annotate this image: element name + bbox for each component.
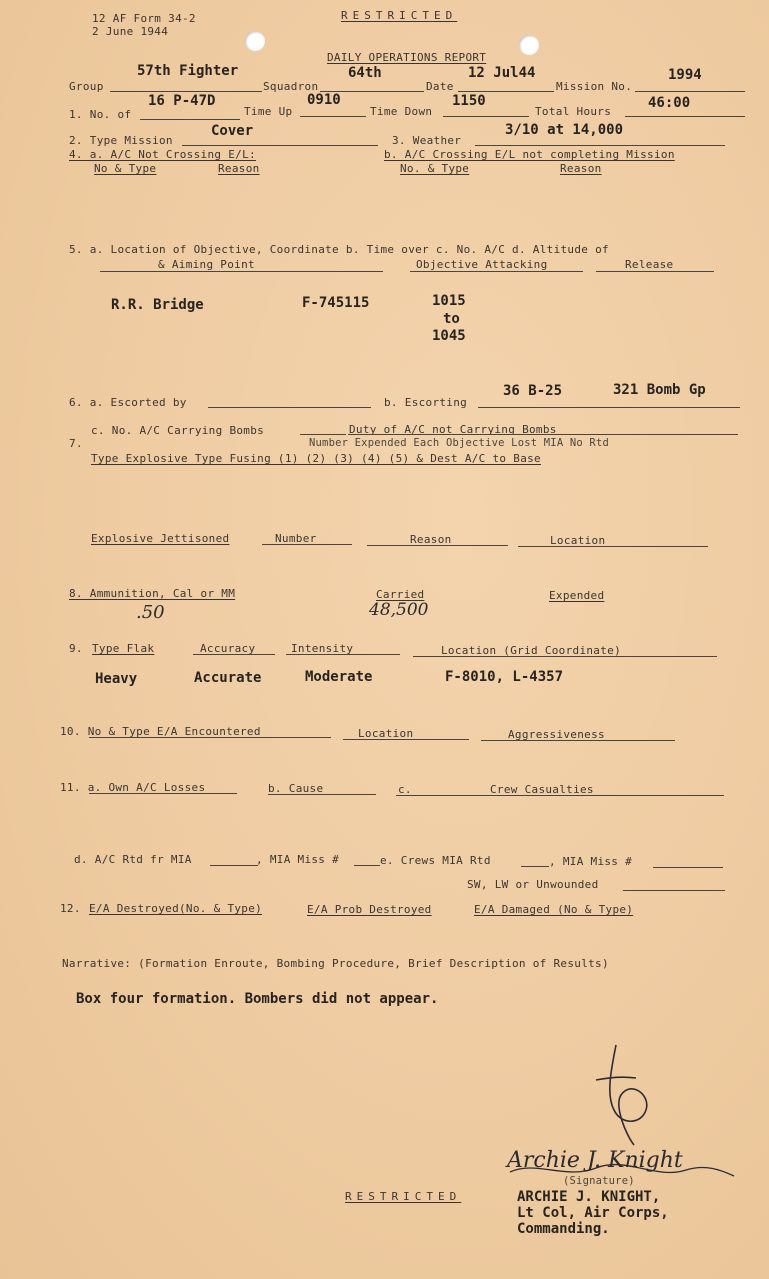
classification-bottom: RESTRICTED <box>345 1190 462 1203</box>
value-date: 12 Jul44 <box>468 65 536 81</box>
value-flak-intensity: Moderate <box>305 669 373 685</box>
label-carrying-bombs: c. No. A/C Carrying Bombs <box>91 424 265 437</box>
value-aircraft: 16 P-47D <box>148 93 216 109</box>
label-4b-no-type: No. & Type <box>400 162 470 175</box>
signature-handwritten: Archie J. Knight <box>507 1148 683 1173</box>
label-carried: Carried <box>376 588 425 601</box>
label-4a-reason: Reason <box>218 162 260 175</box>
label-jettisoned-reason: Reason <box>410 533 452 546</box>
label-accuracy: Accuracy <box>200 642 256 655</box>
label-mia-miss: , MIA Miss # <box>256 853 340 866</box>
label-jettisoned-location: Location <box>550 534 606 547</box>
signer-role: Commanding. <box>517 1221 610 1237</box>
label-signature: (Signature) <box>563 1175 635 1187</box>
label-7-number: 7. <box>69 437 83 450</box>
label-ammunition: 8. Ammunition, Cal or MM <box>69 587 236 600</box>
label-narrative: Narrative: (Formation Enroute, Bombing Procedure, Brief Description of Results) <box>62 957 609 970</box>
label-location-grid: Location (Grid Coordinate) <box>441 644 621 657</box>
label-ea-encountered: 10. No & Type E/A Encountered <box>60 725 261 738</box>
label-total-hours: Total Hours <box>535 105 612 118</box>
label-4b: b. A/C Crossing E/L not completing Mission <box>384 148 675 161</box>
label-7-header: Number Expended Each Objective Lost MIA No Rtd <box>309 437 609 449</box>
value-squadron: 64th <box>348 65 382 81</box>
label-weather: 3. Weather <box>392 134 462 147</box>
value-time-over-start: 1015 <box>432 293 466 309</box>
value-weather: 3/10 at 14,000 <box>505 122 624 138</box>
value-total-hours: 46:00 <box>648 95 691 111</box>
form-number: 12 AF Form 34-2 <box>92 12 196 25</box>
label-4a-no-type: No & Type <box>94 162 157 175</box>
value-escorting-group: 321 Bomb Gp <box>613 382 706 398</box>
value-time-over-to: to <box>443 311 460 327</box>
label-escorted-by: 6. a. Escorted by <box>69 396 187 409</box>
value-group: 57th Fighter <box>137 63 239 79</box>
label-mission-no: Mission No. <box>556 80 633 93</box>
label-4a: 4. a. A/C Not Crossing E/L: <box>69 148 256 161</box>
label-5-release: Release <box>625 258 674 271</box>
value-flak-type: Heavy <box>95 671 138 687</box>
label-rtd-fr-mia: d. A/C Rtd fr MIA <box>74 853 192 866</box>
label-aggressiveness: Aggressiveness <box>508 728 605 741</box>
label-group: Group <box>69 80 104 93</box>
punch-hole-left <box>245 31 265 51</box>
value-time-over-end: 1045 <box>432 328 466 344</box>
label-escorting: b. Escorting <box>384 396 468 409</box>
label-4b-reason: Reason <box>560 162 602 175</box>
label-squadron: Squadron <box>263 80 319 93</box>
label-5-aiming-point: & Aiming Point <box>158 258 255 271</box>
label-12-number: 12. <box>60 902 81 915</box>
value-flak-accuracy: Accurate <box>194 670 262 686</box>
report-title: DAILY OPERATIONS REPORT <box>327 51 487 64</box>
value-narrative: Box four formation. Bombers did not appear. <box>76 991 439 1007</box>
value-ammo-carried: 48,500 <box>369 600 429 620</box>
label-cause: b. Cause <box>268 782 324 795</box>
signer-name: ARCHIE J. KNIGHT, <box>517 1189 661 1205</box>
label-no-of: 1. No. of <box>69 108 132 121</box>
label-ea-damaged: E/A Damaged (No & Type) <box>474 903 634 916</box>
classification-top: RESTRICTED <box>341 9 458 22</box>
label-time-down: Time Down <box>370 105 433 118</box>
value-objective: R.R. Bridge <box>111 297 204 313</box>
label-11c: c. <box>398 783 412 796</box>
label-jettisoned-number: Number <box>275 532 317 545</box>
label-7-columns: Type Explosive Type Fusing (1) (2) (3) (4) (5) & Dest A/C to Base <box>91 452 541 465</box>
label-type-mission: 2. Type Mission <box>69 134 173 147</box>
value-mission-no: 1994 <box>668 67 702 83</box>
label-crews-mia-rtd: e. Crews MIA Rtd <box>380 854 491 867</box>
form-date: 2 June 1944 <box>92 25 169 38</box>
label-9-number: 9. <box>69 642 83 655</box>
label-duty-not-carrying: Duty of A/C not Carrying Bombs <box>349 423 557 436</box>
value-escorting-count: 36 B-25 <box>503 383 563 399</box>
label-date: Date <box>426 80 454 93</box>
label-intensity: Intensity <box>291 642 354 655</box>
value-coordinates: F-745115 <box>302 295 370 311</box>
label-ea-location: Location <box>358 727 414 740</box>
signer-rank: Lt Col, Air Corps, <box>517 1205 669 1221</box>
value-ammo-cal: .50 <box>136 602 165 623</box>
value-flak-location: F-8010, L-4357 <box>445 669 564 685</box>
label-mia-miss-2: , MIA Miss # <box>549 855 633 868</box>
initials-mark <box>586 1040 686 1150</box>
label-expended: Expended <box>549 589 605 602</box>
label-crew-casualties: Crew Casualties <box>490 783 594 796</box>
label-sw-lw: SW, LW or Unwounded <box>467 878 599 891</box>
value-time-up: 0910 <box>307 92 341 108</box>
label-jettisoned: Explosive Jettisoned <box>91 532 230 545</box>
label-ea-prob: E/A Prob Destroyed <box>307 903 432 916</box>
label-5: 5. a. Location of Objective, Coordinate b. Time over c. No. A/C d. Altitude of <box>69 243 609 256</box>
value-time-down: 1150 <box>452 93 486 109</box>
label-own-losses: 11. a. Own A/C Losses <box>60 781 206 794</box>
label-type-flak: Type Flak <box>92 642 155 655</box>
label-time-up: Time Up <box>244 105 293 118</box>
punch-hole-right <box>519 35 539 55</box>
label-5-objective-attacking: Objective Attacking <box>416 258 548 271</box>
value-type-mission: Cover <box>211 123 254 139</box>
label-ea-destroyed: E/A Destroyed(No. & Type) <box>89 902 263 915</box>
